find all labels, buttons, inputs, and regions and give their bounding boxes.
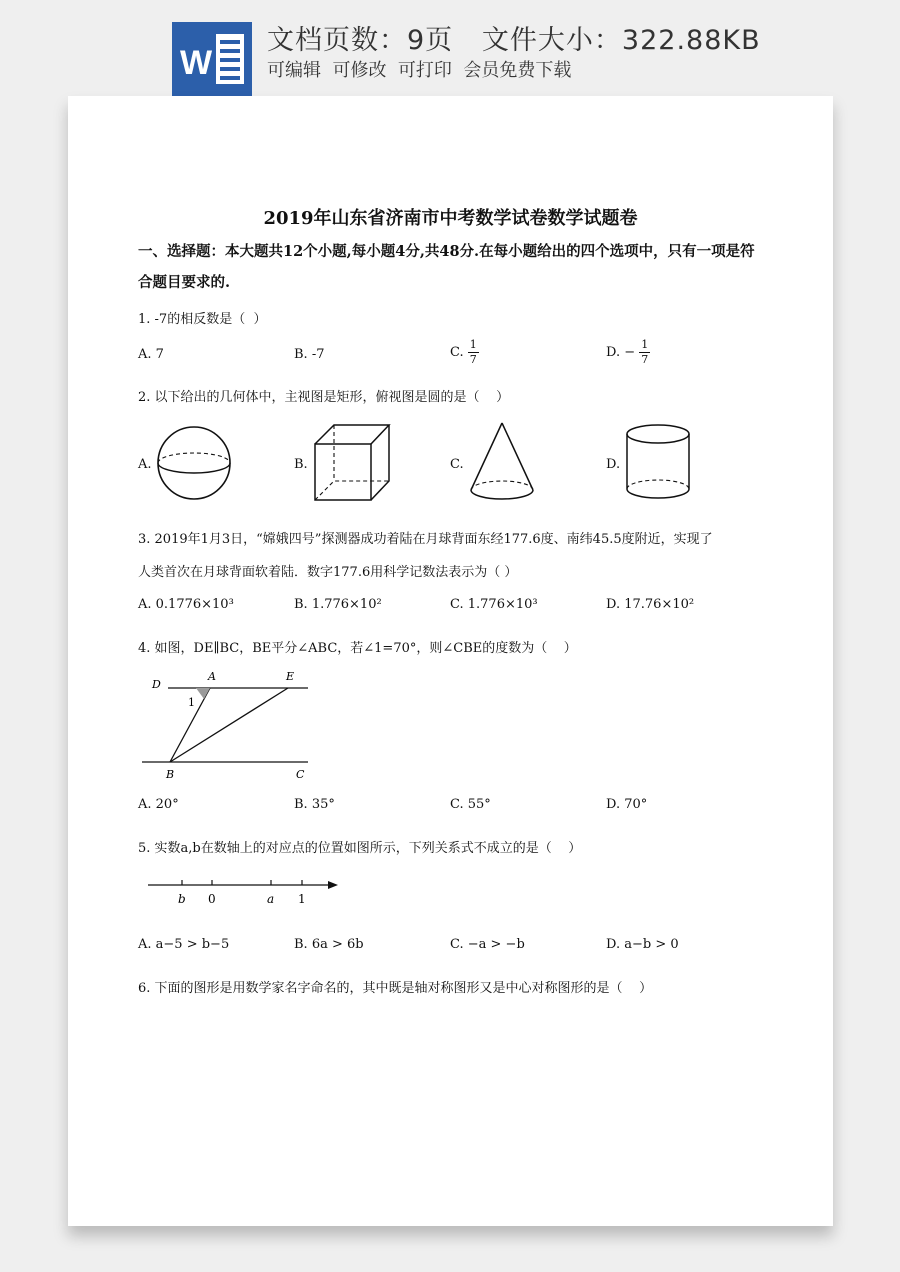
- question-5-option-a: A. a−5 > b−5: [138, 937, 230, 952]
- question-5-option-d: D. a−b > 0: [606, 937, 679, 952]
- question-3-stem-line-2: 人类首次在月球背面软着陆．数字177.6用科学记数法表示为（ ）: [138, 565, 518, 580]
- file-info-title: 文档页数：9页 文件大小：322.88KB: [267, 25, 761, 56]
- document-title: 2019年山东省济南市中考数学试卷数学试题卷: [263, 208, 638, 229]
- question-4-option-b: B. 35°: [294, 797, 335, 812]
- question-3-option-d: D. 17.76×10²: [606, 597, 695, 612]
- section-heading: 一、选择题：本大题共12个小题,每小题4分,共48分.在每小题给出的四个选项中，只有一项是符合题目要求的.: [138, 243, 755, 291]
- question-4-option-d: D. 70°: [606, 797, 648, 812]
- tick-b-label: b: [178, 892, 186, 906]
- question-1-stem: 1. -7的相反数是（ ）: [138, 312, 267, 327]
- cube-figure: [312, 422, 392, 502]
- question-1-option-b: B. -7: [294, 347, 325, 362]
- cylinder-figure: [624, 422, 692, 502]
- document-page: [68, 96, 833, 1226]
- question-2-option-a: A.: [138, 457, 152, 472]
- question-2-option-d: D.: [606, 457, 621, 472]
- denominator: 7: [469, 353, 477, 366]
- fraction: [468, 338, 479, 367]
- question-1-option-c: [450, 338, 479, 367]
- parallel-lines-figure: [140, 668, 320, 784]
- download-banner: [0, 0, 900, 100]
- numerator: 1: [469, 338, 477, 351]
- cone-figure: [468, 420, 536, 504]
- label-e: E: [286, 670, 295, 683]
- question-4-stem: 4. 如图，DE∥BC，BE平分∠ABC，若∠1=70°，则∠CBE的度数为（ ）: [138, 641, 577, 656]
- question-2-stem: 2. 以下给出的几何体中，主视图是矩形，俯视图是圆的是（ ）: [138, 390, 510, 405]
- question-1-option-a: A. 7: [138, 347, 164, 362]
- word-document-icon: [172, 22, 252, 96]
- question-5-option-c: C. −a > −b: [450, 937, 525, 952]
- question-4-option-a: A. 20°: [138, 797, 179, 812]
- question-3-option-a: A. 0.1776×10³: [138, 597, 234, 612]
- question-3-option-c: C. 1.776×10³: [450, 597, 538, 612]
- question-4-option-c: C. 55°: [450, 797, 491, 812]
- tick-one-label: 1: [298, 892, 306, 906]
- angle-1-label: 1: [188, 696, 195, 709]
- question-5-option-b: B. 6a > 6b: [294, 937, 364, 952]
- denominator: 7: [641, 353, 649, 366]
- label-a: A: [208, 670, 216, 683]
- tick-a-label: a: [267, 892, 275, 906]
- question-3-stem-line-1: 3. 2019年1月3日，“嫦娥四号”探测器成功着陆在月球背面东经177.6度、南纬45.5度附近，实现了: [138, 532, 713, 547]
- question-2-option-b: B.: [294, 457, 308, 472]
- word-logo-letter: W: [179, 44, 213, 82]
- question-2-option-c: C.: [450, 457, 464, 472]
- tick-zero-label: 0: [208, 892, 216, 906]
- sphere-figure: [154, 424, 236, 502]
- question-5-stem: 5. 实数a,b在数轴上的对应点的位置如图所示，下列关系式不成立的是（ ）: [138, 841, 582, 856]
- question-1-option-d: [606, 338, 650, 367]
- label-b: B: [166, 768, 175, 781]
- number-line-figure: [146, 876, 346, 910]
- question-3-option-b: B. 1.776×10²: [294, 597, 382, 612]
- question-6-stem: 6. 下面的图形是用数学家名字命名的，其中既是轴对称图形又是中心对称图形的是（ ）: [138, 981, 653, 996]
- file-info-subtitle: 可编辑 可修改 可打印 会员免费下载: [267, 60, 572, 81]
- label-d: D: [152, 678, 161, 691]
- fraction: [639, 338, 650, 367]
- numerator: 1: [641, 338, 649, 351]
- label-c: C: [296, 768, 305, 781]
- option-c-prefix: C.: [450, 345, 464, 360]
- option-d-prefix: D. −: [606, 345, 636, 360]
